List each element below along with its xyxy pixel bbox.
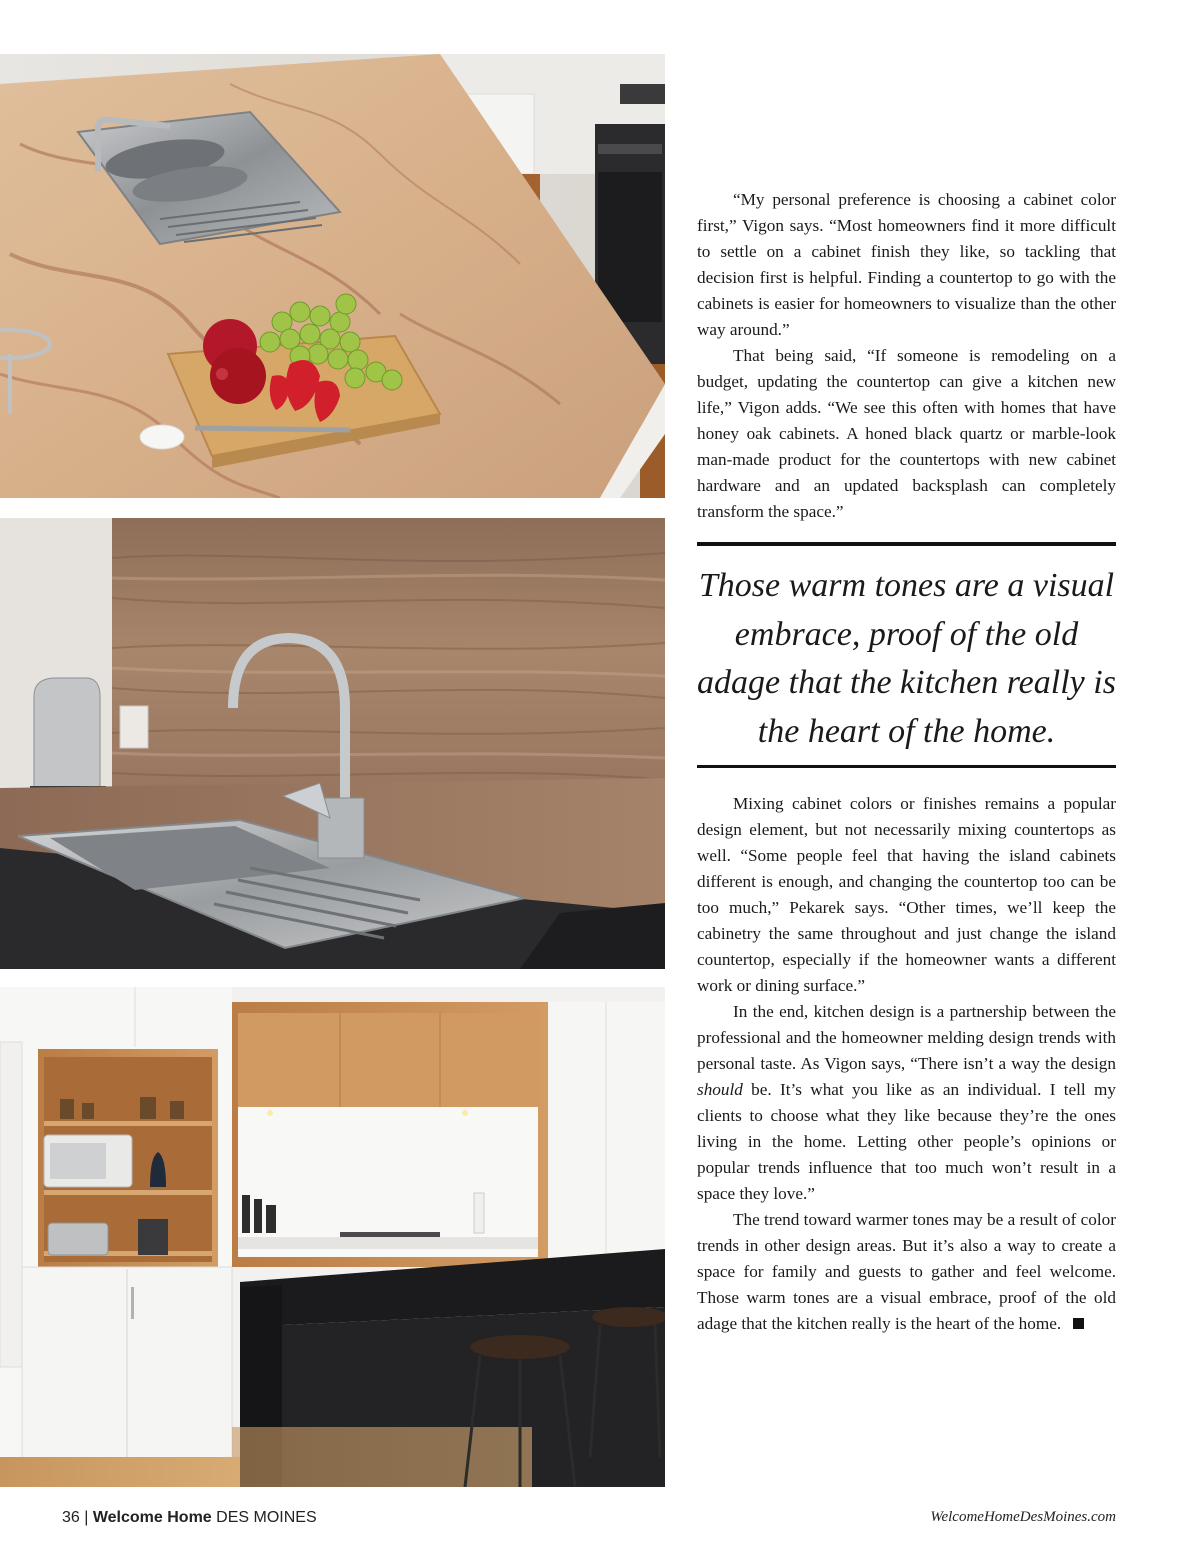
footer-folio: [62, 1509, 317, 1527]
paragraph-3: Mixing cabinet colors or finishes remains a popular design element, but not necessarily mixing countertops as well. “Some people feel that having the island cabinets different is enough, and changing the countertop too can be too much,” Pekarek says. “Other times, we’ll keep the cabinetry the same throughout and just change the island countertop, especially if the homeowner wants a different work or dining surface.”: [697, 794, 1116, 995]
article-column-top: [697, 187, 1116, 525]
paragraph-2: That being said, “If someone is remodeling on a budget, updating the countertop can give a kitchen new life,” Vigon adds. “We see this often with homes that have honey oak cabinets. A honed black quartz or marble-look man-made product for the countertops with new cabinet hardware and an updated backsplash can completely transform the space.”: [697, 346, 1116, 521]
paragraph-4-text-b: be. It’s what you like as an individual. I tell my clients to choose what they like because they’re the ones living in the home. Letting other people’s opinions or popular trends influence that too much won’t result in a space they love.”: [697, 1080, 1116, 1203]
website-link[interactable]: WelcomeHomeDesMoines.com: [930, 1509, 1116, 1525]
publication-city: DES MOINES: [211, 1509, 317, 1526]
publication-brand: Welcome Home: [92, 1509, 212, 1526]
paragraph-5: [697, 1207, 1116, 1337]
paragraph-1: “My personal preference is choosing a cabinet color first,” Vigon says. “Most homeowners find it more difficult to settle on a cabinet finish they like, so tackling that decision first is helpful. Finding a countertop to go with the cabinets is easier for homeowners to visualize than the other way around.”: [697, 190, 1116, 339]
pull-quote: Those warm tones are a visual embrace, proof of the old adage that the kitchen really is the heart of the home.: [697, 567, 1116, 750]
article-column-bottom: [697, 791, 1116, 1337]
folio-separator: |: [79, 1509, 93, 1526]
white-kitchen-photo: [0, 987, 665, 1487]
paragraph-4-text-a: In the end, kitchen design is a partnership between the professional and the homeowner melding design trends with personal taste. As Vigon says, “There isn’t a way the design: [697, 1002, 1116, 1073]
paragraph-4-emphasis: should: [697, 1080, 743, 1099]
paragraph-5-text: The trend toward warmer tones may be a result of color trends in other design areas. But it’s also a way to create a space for family and guests to gather and feel welcome. Those warm tones are a visual embrace, proof of the old adage that the kitchen really is the heart of the home.: [697, 1210, 1116, 1333]
travertine-sink-photo: [0, 518, 665, 969]
paragraph-4: [697, 999, 1116, 1207]
pullquote-top-rule: [697, 542, 1116, 546]
page-number: 36: [62, 1509, 80, 1526]
end-of-article-icon: [1073, 1318, 1084, 1329]
pullquote-bottom-rule: [697, 765, 1116, 768]
granite-island-photo: [0, 54, 665, 498]
